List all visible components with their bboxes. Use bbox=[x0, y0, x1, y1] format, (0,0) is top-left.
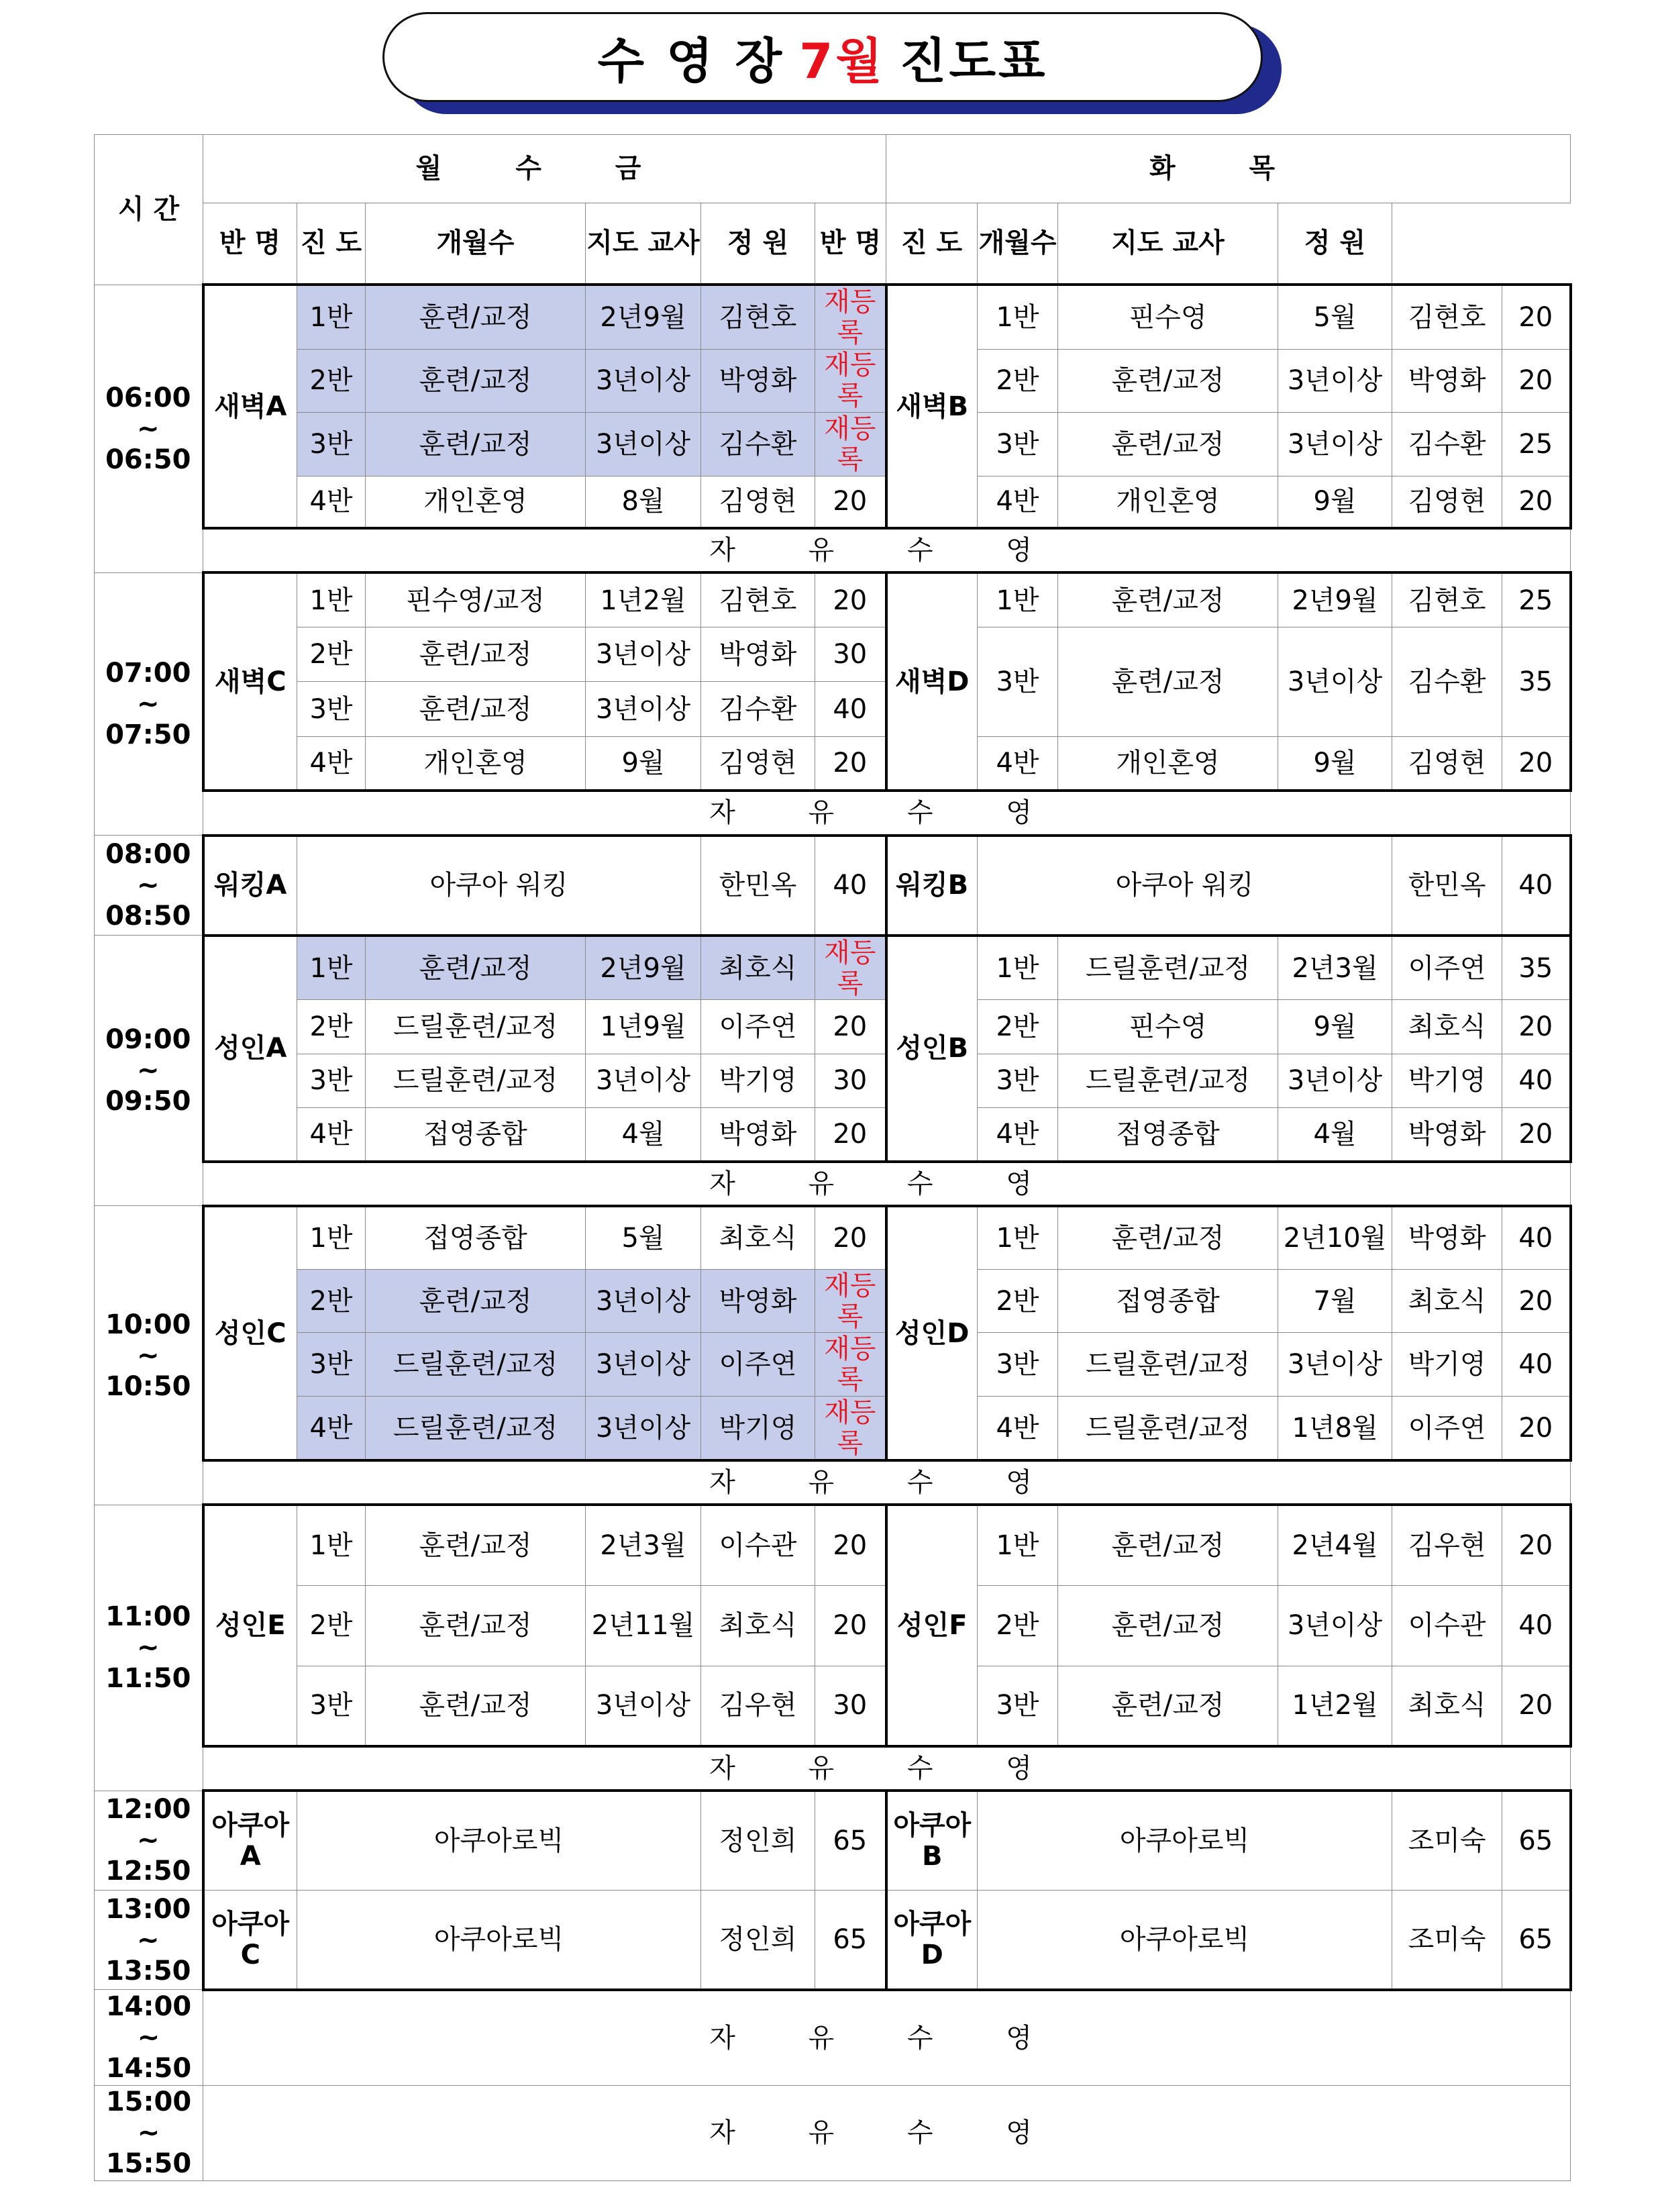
time-sep: ~ bbox=[136, 1825, 160, 1856]
time-end: 11:50 bbox=[105, 1663, 191, 1695]
group-name: 성인E bbox=[203, 1505, 297, 1746]
group-name: 성인C bbox=[203, 1206, 297, 1461]
teacher: 한민옥 bbox=[1392, 836, 1502, 936]
progress: 핀수영/교정 bbox=[366, 572, 586, 627]
col-header-class: 반 명 bbox=[815, 203, 886, 285]
capacity: 재등록 bbox=[815, 413, 886, 476]
time-start: 09:00 bbox=[105, 1024, 191, 1056]
capacity: 20 bbox=[1502, 1000, 1571, 1054]
progress: 훈련/교정 bbox=[366, 1585, 586, 1666]
teacher: 김현호 bbox=[1392, 285, 1502, 349]
free-swim-label: 자 유 수 영 bbox=[203, 2085, 1571, 2180]
capacity: 20 bbox=[1502, 1666, 1571, 1746]
time-start: 08:00 bbox=[105, 839, 191, 870]
time-slot bbox=[95, 1791, 203, 1890]
class-name: 3반 bbox=[297, 1666, 366, 1746]
class-name: 1반 bbox=[297, 572, 366, 627]
group-name bbox=[886, 1890, 978, 1989]
capacity: 재등록 bbox=[815, 1269, 886, 1333]
class-name: 4반 bbox=[978, 736, 1058, 791]
group-letter: A bbox=[240, 1841, 261, 1872]
group-name: 성인B bbox=[886, 936, 978, 1162]
months: 9월 bbox=[586, 736, 701, 791]
months: 2년11월 bbox=[586, 1585, 701, 1666]
capacity: 20 bbox=[1502, 285, 1571, 349]
teacher: 최호식 bbox=[701, 1585, 815, 1666]
time-sep: ~ bbox=[136, 1055, 160, 1087]
capacity: 20 bbox=[1502, 476, 1571, 528]
progress: 훈련/교정 bbox=[1058, 349, 1278, 413]
months: 3년이상 bbox=[1278, 1585, 1392, 1666]
teacher: 최호식 bbox=[1392, 1000, 1502, 1054]
class-name: 4반 bbox=[978, 1396, 1058, 1460]
class-name: 1반 bbox=[978, 285, 1058, 349]
class-name: 1반 bbox=[297, 936, 366, 1000]
capacity: 65 bbox=[1502, 1890, 1571, 1989]
capacity: 65 bbox=[815, 1890, 886, 1989]
capacity: 20 bbox=[1502, 1396, 1571, 1460]
capacity: 40 bbox=[815, 682, 886, 736]
teacher: 이수관 bbox=[1392, 1585, 1502, 1666]
teacher: 이주연 bbox=[1392, 936, 1502, 1000]
class-name: 3반 bbox=[978, 1333, 1058, 1397]
teacher: 김수환 bbox=[1392, 627, 1502, 737]
capacity: 35 bbox=[1502, 627, 1571, 737]
title-banner bbox=[382, 12, 1282, 121]
progress: 접영종합 bbox=[366, 1206, 586, 1270]
progress: 드릴훈련/교정 bbox=[366, 1000, 586, 1054]
teacher: 김영현 bbox=[701, 476, 815, 528]
group-line: 아쿠아 bbox=[211, 1908, 290, 1940]
capacity: 40 bbox=[1502, 1333, 1571, 1397]
teacher: 박영화 bbox=[1392, 349, 1502, 413]
progress: 접영종합 bbox=[366, 1107, 586, 1161]
teacher: 박기영 bbox=[1392, 1054, 1502, 1107]
teacher: 김현호 bbox=[1392, 572, 1502, 627]
progress: 아쿠아로빅 bbox=[297, 1791, 701, 1890]
months: 3년이상 bbox=[1278, 349, 1392, 413]
progress: 드릴훈련/교정 bbox=[1058, 936, 1278, 1000]
time-sep: ~ bbox=[137, 2117, 160, 2149]
time-sep: ~ bbox=[136, 413, 160, 444]
time-sep: ~ bbox=[136, 1632, 160, 1664]
capacity: 20 bbox=[815, 1505, 886, 1585]
col-header-capacity: 정 원 bbox=[701, 203, 815, 285]
teacher: 이주연 bbox=[701, 1000, 815, 1054]
progress: 훈련/교정 bbox=[366, 936, 586, 1000]
progress: 개인혼영 bbox=[366, 476, 586, 528]
progress: 훈련/교정 bbox=[366, 1505, 586, 1585]
tt-header: 화 목 bbox=[886, 135, 1571, 203]
progress: 드릴훈련/교정 bbox=[1058, 1396, 1278, 1460]
teacher: 박기영 bbox=[701, 1054, 815, 1107]
progress: 훈련/교정 bbox=[366, 349, 586, 413]
months: 8월 bbox=[586, 476, 701, 528]
time-sep: ~ bbox=[136, 1340, 160, 1371]
teacher: 조미숙 bbox=[1392, 1890, 1502, 1989]
months: 3년이상 bbox=[586, 1054, 701, 1107]
teacher: 김영현 bbox=[1392, 736, 1502, 791]
class-name: 3반 bbox=[978, 1054, 1058, 1107]
months: 2년9월 bbox=[586, 936, 701, 1000]
class-name: 1반 bbox=[978, 572, 1058, 627]
class-name: 2반 bbox=[297, 1269, 366, 1333]
group-line: 아쿠아 bbox=[893, 1810, 972, 1841]
free-swim-label: 자 유 수 영 bbox=[203, 1460, 1571, 1505]
class-name: 3반 bbox=[297, 413, 366, 476]
teacher: 이주연 bbox=[1392, 1396, 1502, 1460]
capacity: 25 bbox=[1502, 413, 1571, 476]
capacity: 30 bbox=[815, 1054, 886, 1107]
capacity: 40 bbox=[1502, 836, 1571, 936]
progress: 훈련/교정 bbox=[366, 413, 586, 476]
progress: 훈련/교정 bbox=[1058, 1666, 1278, 1746]
class-name: 3반 bbox=[297, 1333, 366, 1397]
col-header-months: 개월수 bbox=[978, 203, 1058, 285]
months: 3년이상 bbox=[1278, 413, 1392, 476]
col-header-class: 반 명 bbox=[203, 203, 297, 285]
months: 3년이상 bbox=[586, 1269, 701, 1333]
schedule-table bbox=[94, 134, 1572, 2181]
months: 1년8월 bbox=[1278, 1396, 1392, 1460]
progress: 개인혼영 bbox=[1058, 476, 1278, 528]
teacher: 김영현 bbox=[701, 736, 815, 791]
progress: 아쿠아 워킹 bbox=[297, 836, 701, 936]
class-name: 1반 bbox=[978, 936, 1058, 1000]
capacity: 35 bbox=[1502, 936, 1571, 1000]
group-name: 워킹A bbox=[203, 836, 297, 936]
time-sep: ~ bbox=[136, 688, 160, 719]
months: 4월 bbox=[1278, 1107, 1392, 1161]
teacher: 정인희 bbox=[701, 1890, 815, 1989]
class-name: 2반 bbox=[297, 1000, 366, 1054]
months: 3년이상 bbox=[586, 1396, 701, 1460]
capacity: 20 bbox=[815, 476, 886, 528]
months: 2년4월 bbox=[1278, 1505, 1392, 1585]
capacity: 65 bbox=[815, 1791, 886, 1890]
months: 3년이상 bbox=[586, 627, 701, 682]
progress: 아쿠아로빅 bbox=[978, 1791, 1392, 1890]
time-start: 15:00 bbox=[105, 2087, 192, 2118]
time-start: 13:00 bbox=[105, 1893, 191, 1925]
class-name: 1반 bbox=[978, 1505, 1058, 1585]
mwf-header: 월 수 금 bbox=[203, 135, 886, 203]
class-name: 4반 bbox=[297, 1396, 366, 1460]
teacher: 김영현 bbox=[1392, 476, 1502, 528]
time-start: 11:00 bbox=[105, 1601, 191, 1633]
col-header-teacher: 지도 교사 bbox=[1058, 203, 1278, 285]
months: 2년10월 bbox=[1278, 1206, 1392, 1270]
group-line: 아쿠아 bbox=[893, 1908, 972, 1940]
time-end: 06:50 bbox=[105, 444, 191, 475]
time-start: 06:00 bbox=[105, 382, 191, 413]
class-name: 2반 bbox=[978, 1585, 1058, 1666]
months: 3년이상 bbox=[586, 682, 701, 736]
class-name: 4반 bbox=[297, 736, 366, 791]
teacher: 최호식 bbox=[1392, 1269, 1502, 1333]
capacity: 20 bbox=[815, 1206, 886, 1270]
progress: 드릴훈련/교정 bbox=[366, 1333, 586, 1397]
teacher: 박영화 bbox=[701, 349, 815, 413]
progress: 드릴훈련/교정 bbox=[1058, 1333, 1278, 1397]
time-sep: ~ bbox=[136, 1924, 160, 1956]
group-name: 성인F bbox=[886, 1505, 978, 1746]
months: 9월 bbox=[1278, 1000, 1392, 1054]
capacity: 40 bbox=[815, 836, 886, 936]
progress: 훈련/교정 bbox=[366, 285, 586, 349]
months: 3년이상 bbox=[586, 413, 701, 476]
progress: 접영종합 bbox=[1058, 1269, 1278, 1333]
teacher: 박영화 bbox=[701, 1107, 815, 1161]
group-letter: D bbox=[921, 1939, 943, 1970]
time-end: 13:50 bbox=[105, 1955, 191, 1987]
months: 2년9월 bbox=[586, 285, 701, 349]
free-swim-label: 자 유 수 영 bbox=[203, 1990, 1571, 2085]
progress: 훈련/교정 bbox=[1058, 1505, 1278, 1585]
group-letter: C bbox=[240, 1939, 260, 1970]
teacher: 최호식 bbox=[701, 936, 815, 1000]
time-slot bbox=[95, 936, 203, 1206]
title-prefix: 수 영 장 bbox=[597, 33, 785, 89]
capacity: 20 bbox=[1502, 1107, 1571, 1161]
group-letter: B bbox=[922, 1841, 943, 1872]
time-end: 09:50 bbox=[105, 1086, 191, 1117]
teacher: 김수환 bbox=[701, 413, 815, 476]
teacher: 박영화 bbox=[1392, 1107, 1502, 1161]
progress: 드릴훈련/교정 bbox=[366, 1396, 586, 1460]
months: 4월 bbox=[586, 1107, 701, 1161]
col-header-capacity: 정 원 bbox=[1278, 203, 1392, 285]
teacher: 이수관 bbox=[701, 1505, 815, 1585]
class-name: 3반 bbox=[297, 1054, 366, 1107]
class-name: 4반 bbox=[297, 1107, 366, 1161]
capacity: 재등록 bbox=[815, 285, 886, 349]
title-suffix: 진도표 bbox=[899, 33, 1048, 89]
time-slot bbox=[95, 1505, 203, 1791]
months: 3년이상 bbox=[586, 1666, 701, 1746]
progress: 훈련/교정 bbox=[1058, 1585, 1278, 1666]
teacher: 최호식 bbox=[1392, 1666, 1502, 1746]
teacher: 박기영 bbox=[1392, 1333, 1502, 1397]
class-name: 2반 bbox=[978, 1269, 1058, 1333]
progress: 접영종합 bbox=[1058, 1107, 1278, 1161]
months: 3년이상 bbox=[1278, 1054, 1392, 1107]
capacity: 25 bbox=[1502, 572, 1571, 627]
months: 1년9월 bbox=[586, 1000, 701, 1054]
capacity: 40 bbox=[1502, 1054, 1571, 1107]
capacity: 20 bbox=[1502, 1505, 1571, 1585]
group-name bbox=[203, 1791, 297, 1890]
page-title bbox=[382, 12, 1263, 102]
time-slot bbox=[95, 285, 203, 572]
teacher: 박영화 bbox=[701, 1269, 815, 1333]
months: 3년이상 bbox=[586, 1333, 701, 1397]
progress: 개인혼영 bbox=[1058, 736, 1278, 791]
progress: 개인혼영 bbox=[366, 736, 586, 791]
capacity: 40 bbox=[1502, 1206, 1571, 1270]
progress: 훈련/교정 bbox=[366, 1269, 586, 1333]
class-name: 4반 bbox=[978, 1107, 1058, 1161]
class-name: 2반 bbox=[297, 1585, 366, 1666]
teacher: 이주연 bbox=[701, 1333, 815, 1397]
progress: 훈련/교정 bbox=[1058, 572, 1278, 627]
capacity: 20 bbox=[815, 736, 886, 791]
months: 2년3월 bbox=[1278, 936, 1392, 1000]
time-end: 12:50 bbox=[105, 1856, 191, 1887]
months: 5월 bbox=[1278, 285, 1392, 349]
progress: 훈련/교정 bbox=[1058, 627, 1278, 737]
group-name bbox=[203, 1890, 297, 1989]
teacher: 최호식 bbox=[701, 1206, 815, 1270]
teacher: 박기영 bbox=[701, 1396, 815, 1460]
months: 2년9월 bbox=[1278, 572, 1392, 627]
months: 5월 bbox=[586, 1206, 701, 1270]
months: 9월 bbox=[1278, 736, 1392, 791]
teacher: 정인희 bbox=[701, 1791, 815, 1890]
col-header-teacher: 지도 교사 bbox=[586, 203, 701, 285]
time-start: 10:00 bbox=[105, 1309, 191, 1340]
progress: 훈련/교정 bbox=[1058, 1206, 1278, 1270]
capacity: 20 bbox=[815, 1107, 886, 1161]
capacity: 20 bbox=[1502, 736, 1571, 791]
progress: 드릴훈련/교정 bbox=[1058, 1054, 1278, 1107]
months: 2년3월 bbox=[586, 1505, 701, 1585]
class-name: 4반 bbox=[297, 476, 366, 528]
free-swim-label: 자 유 수 영 bbox=[203, 791, 1571, 835]
months: 3년이상 bbox=[586, 349, 701, 413]
time-sep: ~ bbox=[137, 2021, 160, 2053]
teacher: 조미숙 bbox=[1392, 1791, 1502, 1890]
capacity: 재등록 bbox=[815, 1333, 886, 1397]
capacity: 재등록 bbox=[815, 936, 886, 1000]
capacity: 20 bbox=[815, 1585, 886, 1666]
group-name: 새벽C bbox=[203, 572, 297, 791]
teacher: 박영화 bbox=[1392, 1206, 1502, 1270]
teacher: 김우현 bbox=[701, 1666, 815, 1746]
time-end: 15:50 bbox=[105, 2148, 192, 2180]
months: 9월 bbox=[1278, 476, 1392, 528]
months: 7월 bbox=[1278, 1269, 1392, 1333]
time-start: 14:00 bbox=[105, 1991, 192, 2022]
teacher: 한민옥 bbox=[701, 836, 815, 936]
title-month: 7월 bbox=[799, 33, 885, 89]
time-sep: ~ bbox=[136, 870, 160, 901]
time-end: 14:50 bbox=[105, 2052, 192, 2084]
group-name: 성인D bbox=[886, 1206, 978, 1461]
capacity: 65 bbox=[1502, 1791, 1571, 1890]
class-name: 1반 bbox=[297, 285, 366, 349]
class-name: 3반 bbox=[978, 627, 1058, 737]
months: 1년2월 bbox=[586, 572, 701, 627]
capacity: 재등록 bbox=[815, 1396, 886, 1460]
class-name: 2반 bbox=[978, 349, 1058, 413]
group-name: 새벽B bbox=[886, 285, 978, 528]
class-name: 2반 bbox=[297, 627, 366, 682]
capacity: 40 bbox=[1502, 1585, 1571, 1666]
class-name: 3반 bbox=[978, 413, 1058, 476]
capacity: 재등록 bbox=[815, 349, 886, 413]
col-header-progress: 진 도 bbox=[297, 203, 366, 285]
progress: 아쿠아로빅 bbox=[978, 1890, 1392, 1989]
time-header: 시 간 bbox=[95, 135, 203, 285]
progress: 훈련/교정 bbox=[366, 1666, 586, 1746]
time-slot bbox=[95, 2085, 203, 2180]
group-name: 새벽A bbox=[203, 285, 297, 528]
group-name: 성인A bbox=[203, 936, 297, 1162]
teacher: 김현호 bbox=[701, 285, 815, 349]
capacity: 20 bbox=[1502, 1269, 1571, 1333]
teacher: 김현호 bbox=[701, 572, 815, 627]
free-swim-label: 자 유 수 영 bbox=[203, 528, 1571, 572]
progress: 드릴훈련/교정 bbox=[366, 1054, 586, 1107]
progress: 훈련/교정 bbox=[1058, 413, 1278, 476]
class-name: 1반 bbox=[978, 1206, 1058, 1270]
teacher: 김수환 bbox=[701, 682, 815, 736]
time-slot bbox=[95, 836, 203, 936]
class-name: 2반 bbox=[297, 349, 366, 413]
months: 3년이상 bbox=[1278, 1333, 1392, 1397]
progress: 아쿠아 워킹 bbox=[978, 836, 1392, 936]
col-header-months: 개월수 bbox=[366, 203, 586, 285]
teacher: 김우현 bbox=[1392, 1505, 1502, 1585]
group-name bbox=[886, 1791, 978, 1890]
time-start: 12:00 bbox=[105, 1794, 191, 1825]
time-slot bbox=[95, 572, 203, 835]
class-name: 1반 bbox=[297, 1505, 366, 1585]
progress: 핀수영 bbox=[1058, 285, 1278, 349]
col-header-progress_tt: 진 도 bbox=[886, 203, 978, 285]
time-slot bbox=[95, 1990, 203, 2085]
time-slot bbox=[95, 1890, 203, 1989]
group-line: 아쿠아 bbox=[211, 1810, 290, 1841]
free-swim-label: 자 유 수 영 bbox=[203, 1746, 1571, 1791]
capacity: 30 bbox=[815, 1666, 886, 1746]
time-slot bbox=[95, 1206, 203, 1505]
teacher: 김수환 bbox=[1392, 413, 1502, 476]
capacity: 20 bbox=[1502, 349, 1571, 413]
progress: 훈련/교정 bbox=[366, 627, 586, 682]
capacity: 20 bbox=[815, 1000, 886, 1054]
class-name: 1반 bbox=[297, 1206, 366, 1270]
time-end: 07:50 bbox=[105, 719, 191, 750]
class-name: 2반 bbox=[978, 1000, 1058, 1054]
class-name: 4반 bbox=[978, 476, 1058, 528]
free-swim-label: 자 유 수 영 bbox=[203, 1162, 1571, 1206]
progress: 핀수영 bbox=[1058, 1000, 1278, 1054]
time-end: 08:50 bbox=[105, 901, 191, 932]
months: 1년2월 bbox=[1278, 1666, 1392, 1746]
capacity: 30 bbox=[815, 627, 886, 682]
class-name: 3반 bbox=[978, 1666, 1058, 1746]
group-name: 새벽D bbox=[886, 572, 978, 791]
capacity: 20 bbox=[815, 572, 886, 627]
teacher: 박영화 bbox=[701, 627, 815, 682]
progress: 아쿠아로빅 bbox=[297, 1890, 701, 1989]
progress: 훈련/교정 bbox=[366, 682, 586, 736]
class-name: 3반 bbox=[297, 682, 366, 736]
time-start: 07:00 bbox=[105, 657, 191, 689]
group-name: 워킹B bbox=[886, 836, 978, 936]
months: 3년이상 bbox=[1278, 627, 1392, 737]
time-end: 10:50 bbox=[105, 1370, 191, 1402]
